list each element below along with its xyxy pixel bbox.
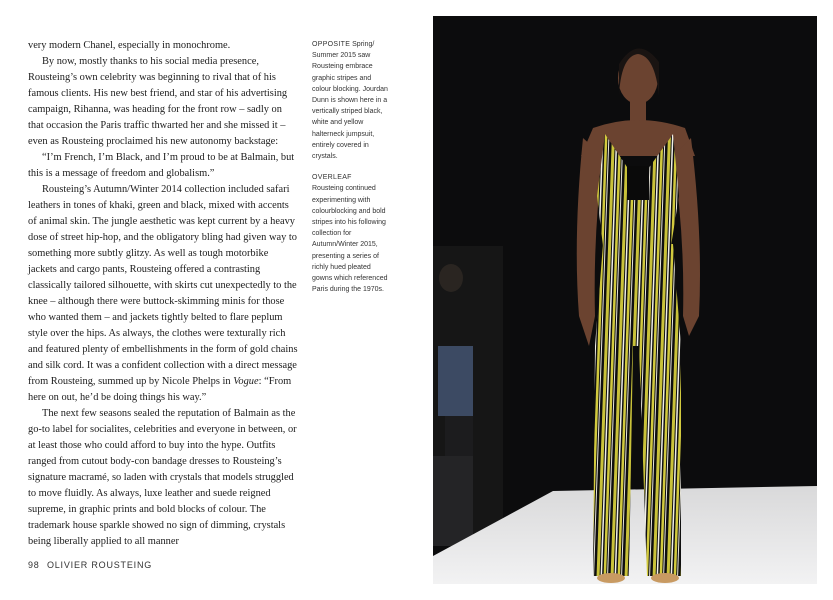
- caption-heading: OPPOSITE: [312, 41, 351, 48]
- runway-photo: [433, 16, 817, 584]
- page-number: 98: [28, 560, 40, 570]
- body-paragraph: “I’m French, I’m Black, and I’m proud to be at Balmain, but this is a message of freedom and globalism.”: [28, 152, 295, 179]
- publication-title: Vogue: [233, 376, 259, 387]
- page-footer: [28, 560, 152, 570]
- caption-text: Rousteing continued experimenting with colourblocking and bold stripes into his following collection for Autumn/Winter 2015, presenting a series of richly hued pleated gowns which referenced Paris during the 1970s.: [312, 185, 388, 294]
- caption-heading: OVERLEAF: [312, 174, 352, 182]
- caption-opposite: [312, 39, 390, 162]
- body-paragraph: very modern Chanel, especially in monochrome.: [28, 40, 231, 51]
- body-paragraph: The next few seasons sealed the reputation of Balmain as the go-to label for socialites, celebrities and everyone in between, or at least those who could afford to buy into the hype. Outfits ranged from cutout body-con bandage dresses to Rousteing’s signature macramé, so laden with crystals that models struggled to move fluidly. As always, luxe leather and suede reigned supreme, in graphic prints and bold blocks of colour. The trademark house sparkle showed no sign of dimming, crystals being liberally applied to all manner: [28, 408, 297, 547]
- body-text-column: [28, 38, 298, 550]
- caption-text: Spring/ Summer 2015 saw Rousteing embrace graphic stripes and colour blocking. Jourdan Dunn is shown here in a vertically striped black, white and yellow halterneck jumpsuit, entirely covered in crystals.: [312, 41, 388, 161]
- running-title: OLIVIER ROUSTEING: [46, 560, 153, 570]
- photo-captions: [312, 39, 390, 305]
- quote-text: : “From here on out, he’d be doing things his way.”: [28, 376, 292, 403]
- caption-overleaf: [312, 172, 390, 295]
- body-paragraph: [28, 182, 298, 406]
- audience: [433, 246, 503, 546]
- body-paragraph-text: Rousteing’s Autumn/Winter 2014 collection included safari leathers in tones of khaki, green and black, mixed with accents of animal skin. The jungle aesthetic was kept current by a heavy dose of street hip-hop, and the obligatory bling had given way to something more subtly glitzy. As well as tough motorbike jackets and cargo pants, Rousteing offered a contrasting classically tailored silhouette, with skirts cut unexpectedly to the knee – although there were buttock-skimming minis for those who wanted them – and jackets tightly belted to flare peplum style over the hips. As always, the clothes were texturally rich and featured plenty of embellishments in the form of gold chains and silk cord. It was a confident collection with a direct message from Rousteing, summed up by Nicole Phelps in: [28, 184, 298, 387]
- body-paragraph: By now, mostly thanks to his social media presence, Rousteing’s own celebrity was beginning to rival that of his famous clients. His new best friend, and star of his advertising campaign, Rihanna, was heading for the front row – sadly on that occasion the Paris traffic thwarted her and she missed it – even as Rousteing proclaimed his new autonomy backstage:: [28, 56, 288, 147]
